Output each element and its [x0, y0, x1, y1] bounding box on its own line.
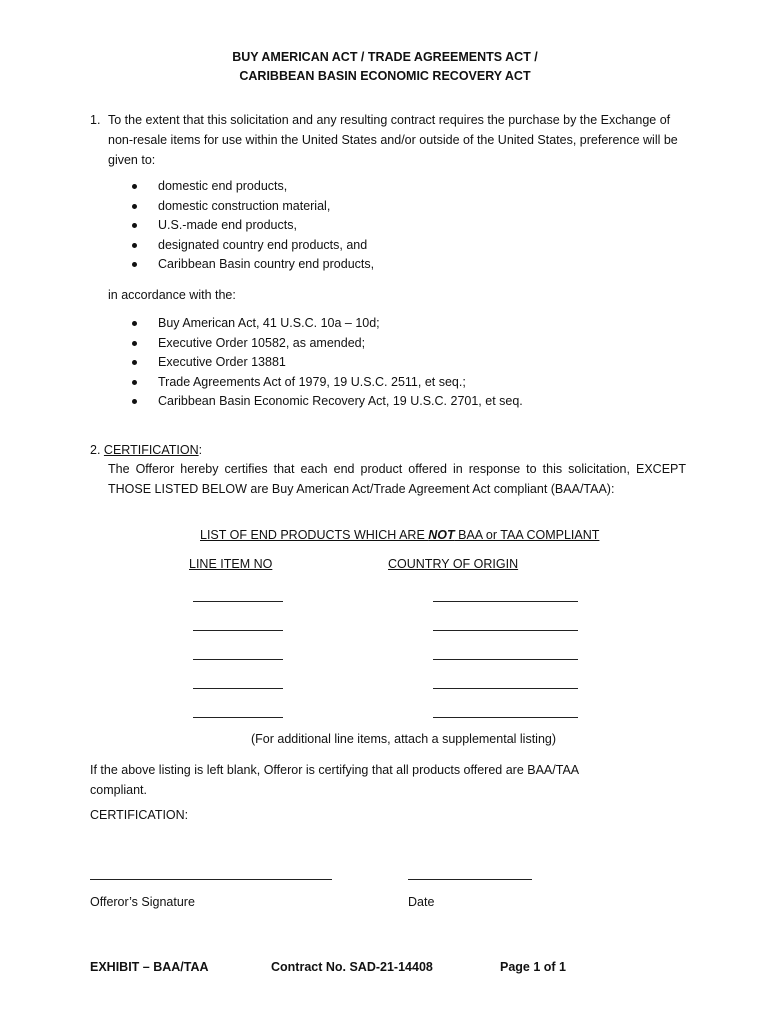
date-label: Date — [408, 895, 435, 909]
heading-colon: : — [198, 443, 203, 457]
column-header-line-item: LINE ITEM NO — [189, 557, 273, 571]
signature-field[interactable] — [90, 879, 332, 880]
footer-page-number: Page 1 of 1 — [500, 960, 566, 974]
list-title-end: BAA or TAA COMPLIANT — [454, 528, 600, 542]
date-field[interactable] — [408, 879, 532, 880]
line-item-field[interactable] — [193, 630, 283, 631]
certification-label: CERTIFICATION: — [90, 808, 189, 822]
title-line-1: BUY AMERICAN ACT / TRADE AGREEMENTS ACT / — [232, 50, 538, 64]
preference-list — [130, 177, 630, 275]
additional-items-note: (For additional line items, attach a supplemental listing) — [251, 732, 557, 746]
section-1-number: 1. — [90, 113, 101, 127]
country-field[interactable] — [433, 659, 578, 660]
list-title — [200, 528, 599, 542]
line-item-field[interactable] — [193, 717, 283, 718]
preference-item: U.S.-made end products, — [130, 216, 630, 236]
law-list — [130, 314, 690, 412]
preference-item: domestic end products, — [130, 177, 630, 197]
certification-text: The Offeror hereby certifies that each end product offered in response to this solicitation, EXCEPT THOSE LISTED BELOW are Buy American Act/Trade Agreement Act compliant (BAA/TAA): — [108, 462, 686, 496]
blank-listing-note: If the above listing is left blank, Offeror is certifying that all products offered are BAA/TAA compliant. — [90, 763, 579, 797]
law-item: Caribbean Basin Economic Recovery Act, 19 U.S.C. 2701, et seq. — [130, 392, 690, 412]
signature-label: Offeror’s Signature — [90, 895, 195, 909]
country-field[interactable] — [433, 601, 578, 602]
country-field[interactable] — [433, 630, 578, 631]
law-item: Executive Order 10582, as amended; — [130, 334, 690, 354]
list-title-emphasis: NOT — [428, 528, 455, 542]
document-title — [0, 48, 770, 86]
list-title-start: LIST OF END PRODUCTS WHICH ARE — [200, 528, 429, 542]
preference-item: designated country end products, and — [130, 236, 630, 256]
section-1-text: To the extent that this solicitation and any resulting contract requires the purchase by the Exchange of non-resale items for use within the United States and/or outside of the United States, preference will be given to: — [108, 113, 678, 167]
line-item-field[interactable] — [193, 688, 283, 689]
section-2-heading-line — [90, 440, 202, 460]
country-field[interactable] — [433, 717, 578, 718]
preference-item: domestic construction material, — [130, 197, 630, 217]
law-item: Executive Order 13881 — [130, 353, 690, 373]
country-field[interactable] — [433, 688, 578, 689]
line-item-field[interactable] — [193, 601, 283, 602]
title-line-2: CARIBBEAN BASIN ECONOMIC RECOVERY ACT — [239, 69, 531, 83]
footer-contract-number: Contract No. SAD-21-14408 — [271, 960, 433, 974]
footer-exhibit: EXHIBIT – BAA/TAA — [90, 960, 209, 974]
preference-item: Caribbean Basin country end products, — [130, 255, 630, 275]
accordance-text: in accordance with the: — [108, 288, 236, 302]
column-header-country: COUNTRY OF ORIGIN — [388, 557, 519, 571]
certification-heading: CERTIFICATION — [103, 443, 199, 457]
law-item: Trade Agreements Act of 1979, 19 U.S.C. 2511, et seq.; — [130, 373, 690, 393]
law-item: Buy American Act, 41 U.S.C. 10a – 10d; — [130, 314, 690, 334]
section-2-number: 2. — [90, 443, 101, 457]
line-item-field[interactable] — [193, 659, 283, 660]
